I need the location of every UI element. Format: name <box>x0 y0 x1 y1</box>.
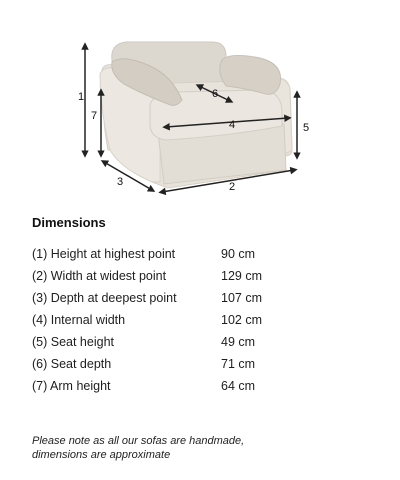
dimension-value: 49 cm <box>221 335 256 349</box>
dimension-label: (1) Height at highest point <box>32 247 176 261</box>
dimension-row-seat-height <box>32 331 352 353</box>
marker-5: 5 <box>303 122 310 134</box>
marker-7: 7 <box>91 110 98 122</box>
dimension-label: (5) Seat height <box>32 335 114 349</box>
dimension-label: (7) Arm height <box>32 379 111 393</box>
marker-6: 6 <box>212 88 219 100</box>
dimension-value: 90 cm <box>221 247 256 261</box>
armchair-illustration <box>100 42 292 188</box>
marker-3: 3 <box>117 176 124 188</box>
dimension-row-height <box>32 243 352 265</box>
dimension-label: (4) Internal width <box>32 313 126 327</box>
dimension-value: 64 cm <box>221 379 256 393</box>
armchair-dimension-diagram <box>0 0 400 200</box>
marker-1: 1 <box>78 91 85 103</box>
dimension-label: (2) Width at widest point <box>32 269 167 283</box>
dimension-row-width <box>32 265 352 287</box>
dimension-row-internal-width <box>32 309 352 331</box>
dimension-label: (3) Depth at deepest point <box>32 291 177 305</box>
dimension-value: 129 cm <box>221 269 262 283</box>
dimension-row-depth <box>32 287 352 309</box>
dimension-value: 102 cm <box>221 313 262 327</box>
marker-2: 2 <box>229 181 236 193</box>
note-line: Please note as all our sofas are handmade, <box>32 435 245 447</box>
marker-4: 4 <box>229 119 236 131</box>
dimension-row-arm-height <box>32 375 352 397</box>
dimension-label: (6) Seat depth <box>32 357 112 371</box>
note-line: dimensions are approximate <box>32 449 171 461</box>
handmade-note <box>32 434 372 462</box>
dimension-value: 71 cm <box>221 357 256 371</box>
dimension-row-seat-depth <box>32 353 352 375</box>
dimensions-heading: Dimensions <box>32 215 106 230</box>
dimensions-list <box>32 243 352 397</box>
dimension-value: 107 cm <box>221 291 262 305</box>
